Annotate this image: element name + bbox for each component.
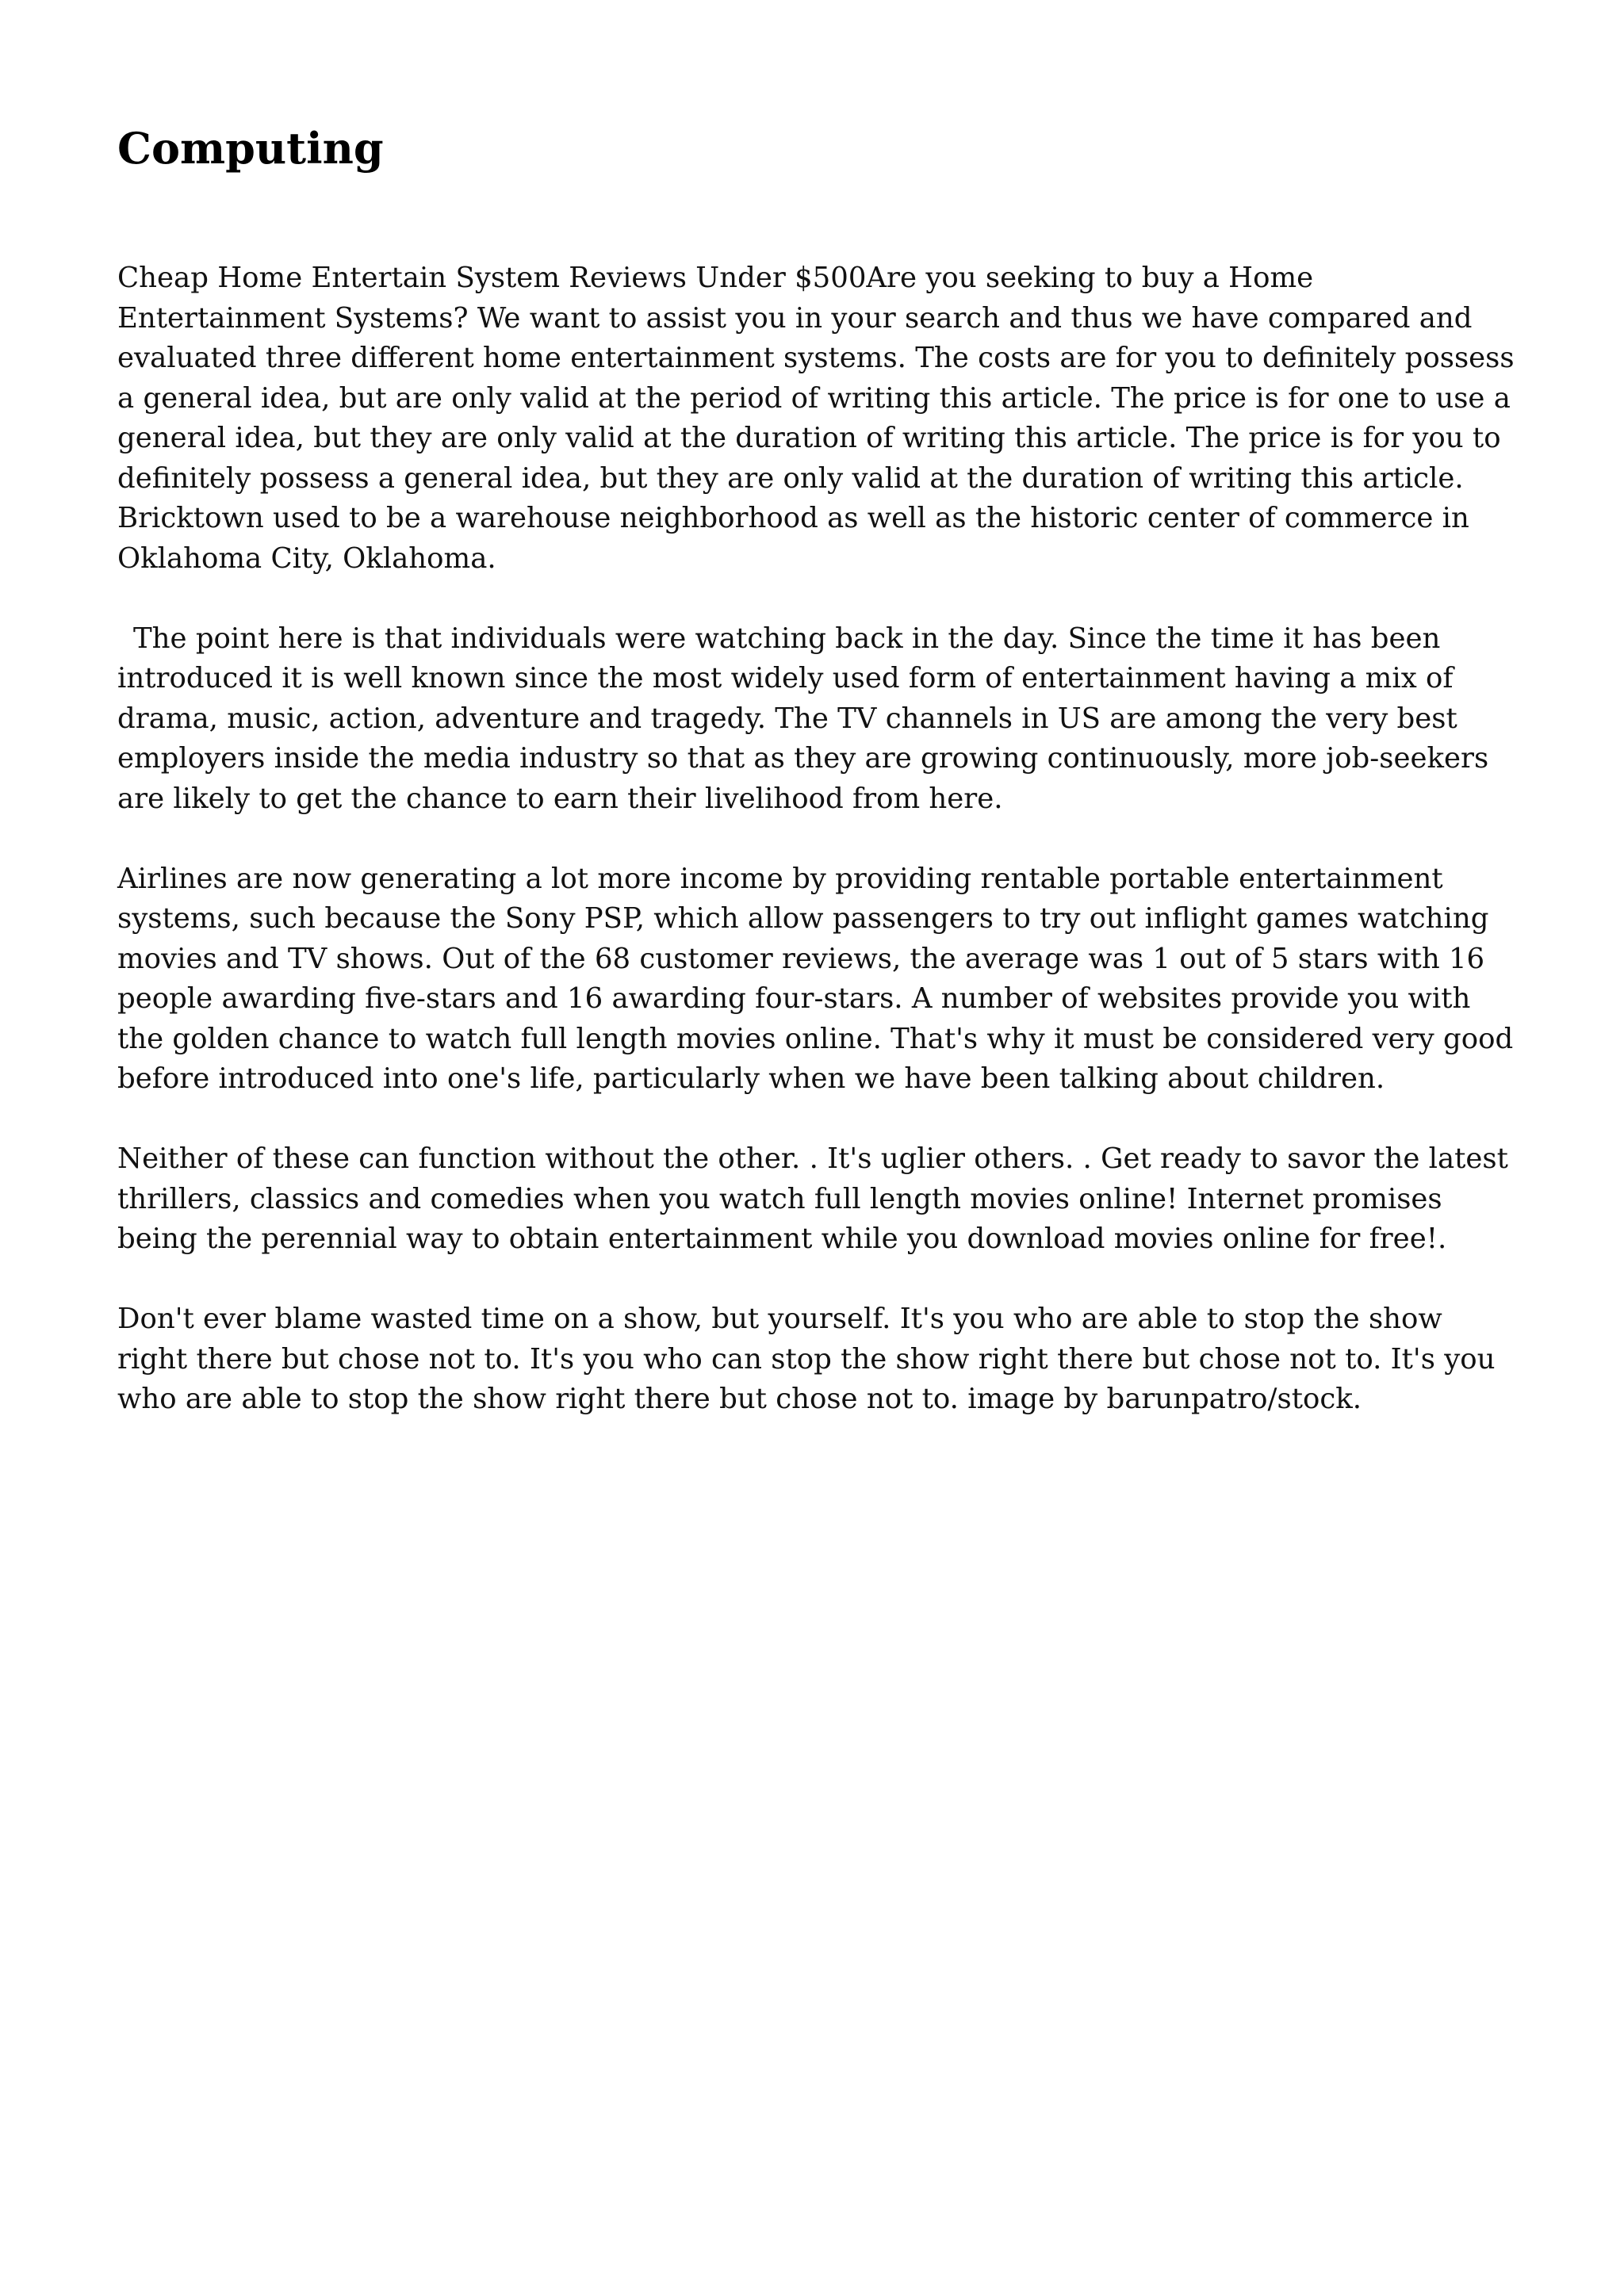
article-body (117, 258, 1521, 1420)
paragraph-4: Neither of these can function without the other. . It's uglier others. . Get ready to savor the latest thrillers, classics and comedies when you watch full length movies online! Internet promises being the perennial way to obtain entertainment while you download movies online for free!. (117, 1142, 1508, 1255)
page-title: Computing (117, 123, 384, 174)
paragraph-1: Cheap Home Entertain System Reviews Under $500Are you seeking to buy a Home Entertainment Systems? We want to assist you in your search and thus we have compared and evaluated three different home entertainment systems. The costs are for you to definitely possess a general idea, but are only valid at the period of writing this article. The price is for one to use a general idea, but they are only valid at the duration of writing this article. The price is for you to definitely possess a general idea, but they are only valid at the duration of writing this article. Bricktown used to be a warehouse neighborhood as well as the historic center of commerce in Oklahoma City, Oklahoma. (117, 262, 1515, 575)
paragraph-2: The point here is that individuals were watching back in the day. Since the time it has been introduced it is well known since the most widely used form of entertainment having a mix of drama, music, action, adventure and tragedy. The TV channels in US are among the very best employers inside the media industry so that as they are growing continuously, more job-seekers are likely to get the chance to earn their livelihood from here. (117, 622, 1489, 815)
paragraph-3: Airlines are now generating a lot more income by providing rentable portable entertainment systems, such because the Sony PSP, which allow passengers to try out inflight games watching movies and TV shows. Out of the 68 customer reviews, the average was 1 out of 5 stars with 16 people awarding five-stars and 16 awarding four-stars. A number of websites provide you with the golden chance to watch full length movies online. That's why it must be considered very good before introduced into one's life, particularly when we have been talking about children. (117, 862, 1514, 1095)
paragraph-5: Don't ever blame wasted time on a show, but yourself. It's you who are able to stop the show right there but chose not to. It's you who can stop the show right there but chose not to. It's you who are able to stop the show right there but chose not to. image by barunpatro/stock. (117, 1303, 1496, 1415)
